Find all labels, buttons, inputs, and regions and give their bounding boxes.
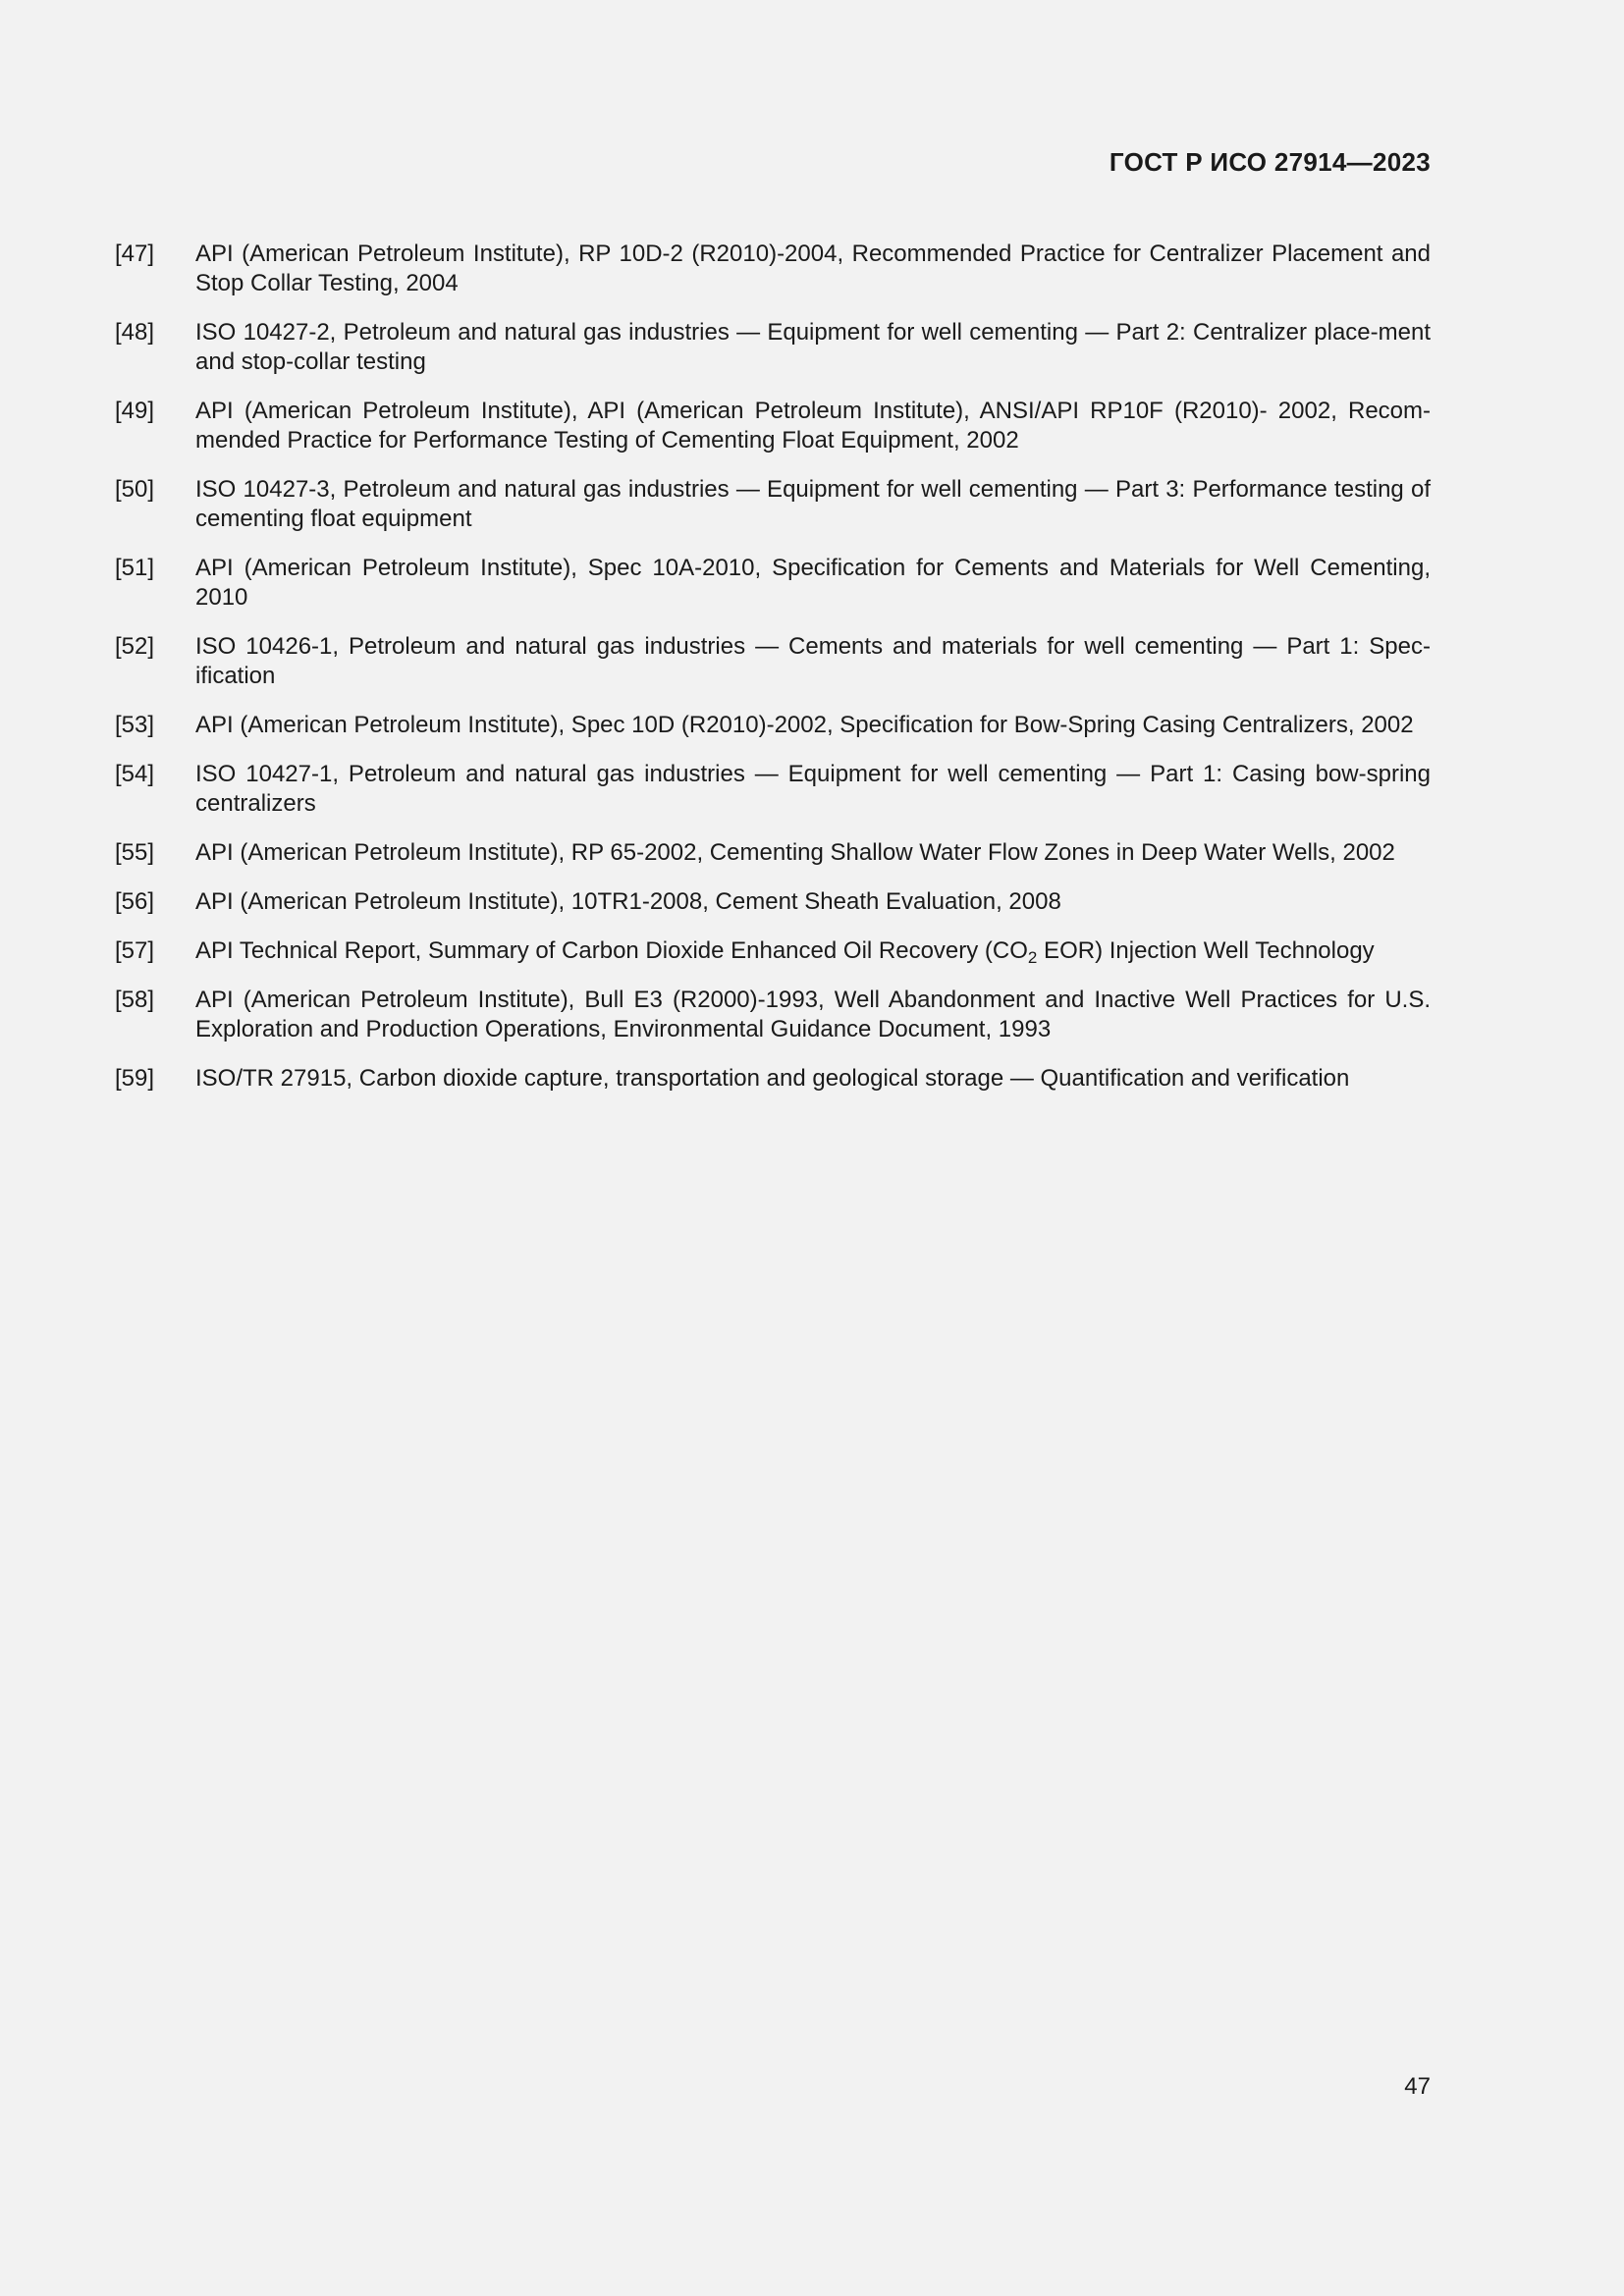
reference-text: API (American Petroleum Institute), API (American Petroleum Institute), ANSI/API RP10F (R2010)- 2002, Recom-mended Practice for Performance Testing of Cementing Float Equipment, 2002: [195, 398, 1431, 454]
reference-number: [49]: [115, 398, 155, 424]
reference-item: [115, 554, 1431, 613]
reference-number: [51]: [115, 555, 155, 581]
reference-item: [115, 936, 1431, 966]
reference-number: [59]: [115, 1065, 155, 1092]
reference-item: [115, 760, 1431, 819]
reference-number: [57]: [115, 937, 155, 964]
reference-number: [52]: [115, 633, 155, 660]
reference-item: [115, 318, 1431, 377]
reference-number: [58]: [115, 987, 155, 1013]
reference-number: [48]: [115, 319, 155, 346]
reference-text: API (American Petroleum Institute), Spec 10A-2010, Specification for Cements and Materials for Well Cementing, 2010: [195, 555, 1431, 611]
page-number: 47: [1404, 2073, 1431, 2100]
reference-text-part: API Technical Report, Summary of Carbon Dioxide Enhanced Oil Recovery (CO: [195, 937, 1028, 964]
reference-text: ISO 10427-2, Petroleum and natural gas industries — Equipment for well cementing — Part 2: Centralizer place-ment and stop-collar testing: [195, 319, 1431, 375]
reference-number: [53]: [115, 712, 155, 738]
reference-text: ISO/TR 27915, Carbon dioxide capture, transportation and geological storage — Quantification and verification: [195, 1065, 1350, 1092]
reference-text: ISO 10426-1, Petroleum and natural gas industries — Cements and materials for well cementing — Part 1: Spec-ification: [195, 633, 1431, 689]
reference-item: [115, 240, 1431, 298]
reference-item: [115, 397, 1431, 455]
reference-text: [195, 936, 1431, 966]
reference-text: ISO 10427-3, Petroleum and natural gas industries — Equipment for well cementing — Part 3: Performance testing of cementing float equipment: [195, 476, 1431, 532]
reference-number: [55]: [115, 839, 155, 866]
reference-text: API (American Petroleum Institute), RP 10D-2 (R2010)-2004, Recommended Practice for Centralizer Placement and Stop Collar Testing, 2004: [195, 240, 1431, 296]
reference-item: [115, 986, 1431, 1044]
reference-text: API (American Petroleum Institute), Bull E3 (R2000)-1993, Well Abandonment and Inactive Well Practices for U.S. Exploration and Production Operations, Environmental Guidance Document, 1993: [195, 987, 1431, 1042]
reference-number: [50]: [115, 476, 155, 503]
document-header-code: ГОСТ Р ИСО 27914—2023: [1109, 147, 1431, 177]
reference-number: [47]: [115, 240, 155, 267]
reference-item: [115, 1064, 1431, 1094]
bibliography-list: [115, 240, 1431, 1113]
reference-item: [115, 711, 1431, 740]
reference-item: [115, 838, 1431, 868]
reference-item: [115, 632, 1431, 691]
reference-number: [54]: [115, 761, 155, 787]
reference-item: [115, 887, 1431, 917]
reference-item: [115, 475, 1431, 534]
reference-text: API (American Petroleum Institute), 10TR1-2008, Cement Sheath Evaluation, 2008: [195, 888, 1061, 915]
reference-text: API (American Petroleum Institute), Spec 10D (R2010)-2002, Specification for Bow-Spring Casing Centralizers, 2002: [195, 712, 1414, 738]
co2-subscript: 2: [1027, 948, 1038, 967]
reference-text: API (American Petroleum Institute), RP 65-2002, Cementing Shallow Water Flow Zones in Deep Water Wells, 2002: [195, 839, 1395, 866]
reference-text: ISO 10427-1, Petroleum and natural gas industries — Equipment for well cementing — Part 1: Casing bow-spring centralizers: [195, 761, 1431, 817]
reference-number: [56]: [115, 888, 155, 915]
reference-text-part: EOR) Injection Well Technology: [1037, 937, 1375, 964]
